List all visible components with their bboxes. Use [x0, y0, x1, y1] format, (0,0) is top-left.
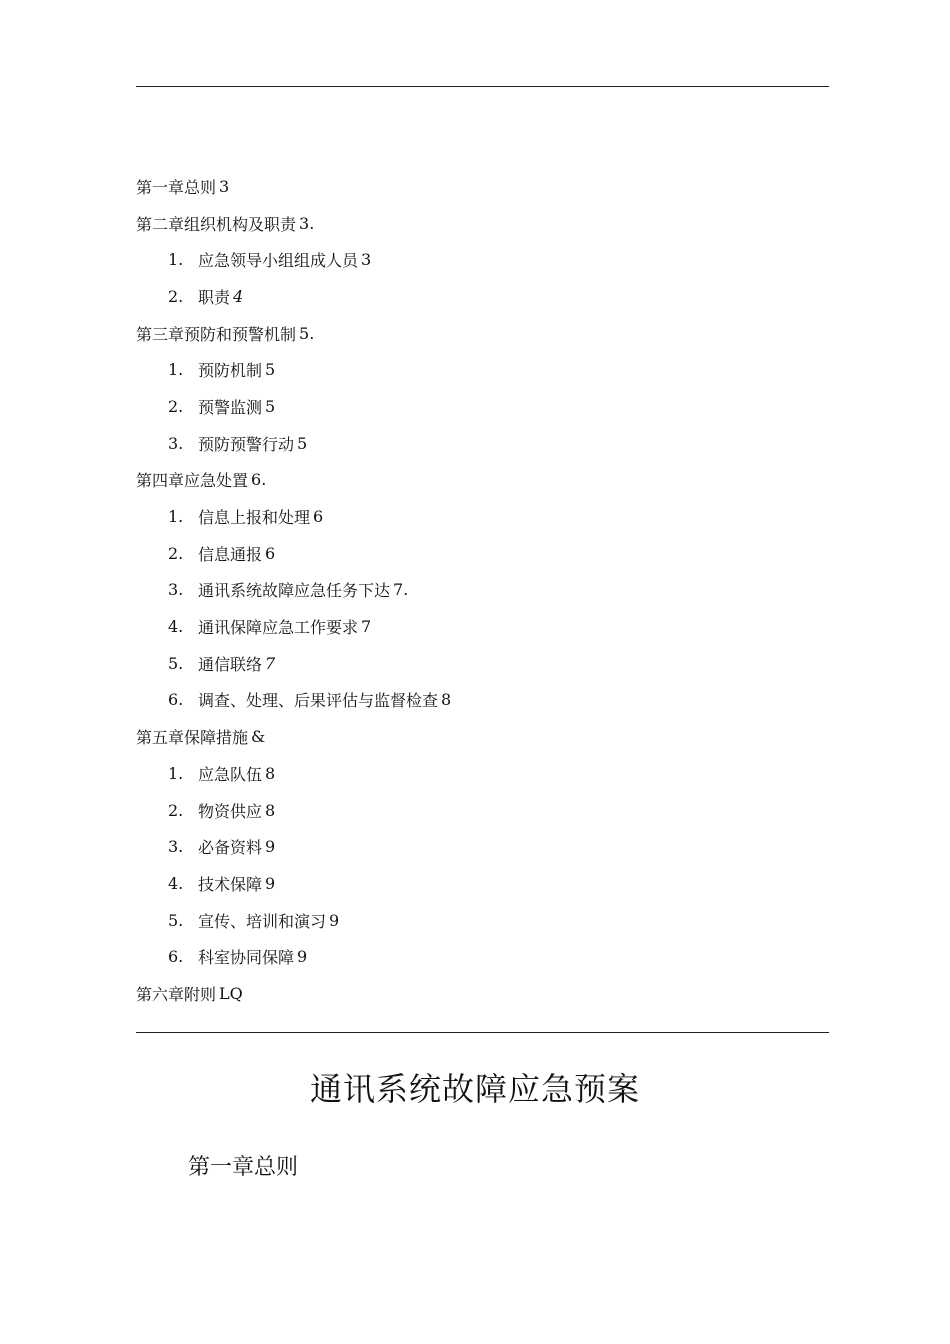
- toc-section-entry[interactable]: [136, 902, 829, 939]
- toc-page-number: 6: [265, 543, 276, 563]
- toc-page-number: 6.: [251, 470, 267, 490]
- toc-entry-title: 预防机制: [198, 361, 263, 381]
- toc-page-number: 5.: [299, 323, 315, 343]
- toc-entry-title: 预警监测: [198, 397, 263, 417]
- toc-entry-number: 2.: [168, 396, 184, 416]
- toc-page-number: 8: [265, 800, 276, 820]
- toc-page-number: 3: [219, 176, 230, 196]
- toc-section-entry[interactable]: [136, 241, 829, 278]
- toc-entry-title: 信息通报: [198, 544, 263, 564]
- toc-page-number: 5: [265, 396, 276, 416]
- toc-chapter-entry[interactable]: [136, 975, 829, 1012]
- toc-chapter-entry[interactable]: [136, 718, 829, 755]
- toc-chapter-entry[interactable]: [136, 315, 829, 352]
- toc-entry-number: 3.: [168, 837, 184, 857]
- toc-page-number: 5: [265, 360, 276, 380]
- toc-page-number: 9: [265, 873, 276, 893]
- toc-entry-number: 1.: [168, 507, 184, 527]
- toc-section-entry[interactable]: [136, 938, 829, 975]
- toc-page-number: 9: [265, 837, 276, 857]
- toc-entry-title: 通信联络: [198, 654, 263, 674]
- toc-page-number: 9: [297, 947, 308, 967]
- toc-section-entry[interactable]: [136, 535, 829, 572]
- toc-chapter-entry[interactable]: [136, 462, 829, 499]
- toc-entry-number: 2.: [168, 543, 184, 563]
- toc-entry-number: 3.: [168, 433, 184, 453]
- toc-page-number: 3.: [299, 213, 315, 233]
- toc-entry-number: 2.: [168, 800, 184, 820]
- toc-entry-title: 预防预警行动: [198, 434, 295, 454]
- toc-entry-title: 物资供应: [198, 801, 263, 821]
- toc-entry-title: 第五章保障措施: [136, 728, 249, 748]
- toc-entry-title: 信息上报和处理: [198, 508, 311, 528]
- toc-page-number: LQ: [219, 983, 243, 1003]
- toc-section-entry[interactable]: [136, 572, 829, 609]
- toc-page-number: 8: [265, 763, 276, 783]
- toc-entry-number: 6.: [168, 690, 184, 710]
- toc-entry-title: 第六章附则: [136, 984, 217, 1004]
- toc-section-entry[interactable]: [136, 682, 829, 719]
- toc-section-entry[interactable]: [136, 278, 829, 315]
- toc-page-number: 5: [297, 433, 308, 453]
- toc-page-number: 4: [233, 286, 244, 306]
- toc-entry-number: 1.: [168, 763, 184, 783]
- table-of-contents: [136, 168, 829, 1012]
- toc-entry-title: 通讯系统故障应急任务下达: [198, 581, 391, 601]
- toc-entry-title: 应急队伍: [198, 764, 263, 784]
- toc-page-number: 3: [361, 250, 372, 270]
- toc-entry-number: 1.: [168, 360, 184, 380]
- toc-section-entry[interactable]: [136, 645, 829, 682]
- toc-entry-number: 5.: [168, 910, 184, 930]
- toc-entry-title: 应急领导小组组成人员: [198, 251, 359, 271]
- header-rule: [136, 86, 829, 87]
- toc-entry-title: 必备资料: [198, 838, 263, 858]
- toc-chapter-entry[interactable]: [136, 168, 829, 205]
- toc-entry-number: 1.: [168, 250, 184, 270]
- toc-section-entry[interactable]: [136, 755, 829, 792]
- toc-entry-number: 4.: [168, 873, 184, 893]
- toc-page-number: 8: [441, 690, 452, 710]
- toc-page-number: 7: [361, 617, 372, 637]
- toc-entry-number: 4.: [168, 617, 184, 637]
- toc-section-entry[interactable]: [136, 608, 829, 645]
- toc-entry-number: 6.: [168, 947, 184, 967]
- chapter-heading: 第一章总则: [188, 1155, 299, 1180]
- toc-entry-title: 第四章应急处置: [136, 471, 249, 491]
- toc-section-entry[interactable]: [136, 498, 829, 535]
- toc-section-entry[interactable]: [136, 865, 829, 902]
- toc-entry-number: 5.: [168, 653, 184, 673]
- section-divider: [136, 1032, 829, 1033]
- toc-page-number: 9: [329, 910, 340, 930]
- toc-page-number: &: [251, 727, 266, 747]
- document-title: 通讯系统故障应急预案: [309, 1070, 640, 1108]
- toc-entry-title: 职责: [198, 287, 231, 307]
- toc-entry-title: 第三章预防和预警机制: [136, 324, 297, 344]
- toc-entry-title: 宣传、培训和演习: [198, 911, 327, 931]
- toc-page-number: 7: [265, 653, 276, 673]
- toc-entry-number: 3.: [168, 580, 184, 600]
- toc-section-entry[interactable]: [136, 425, 829, 462]
- toc-section-entry[interactable]: [136, 828, 829, 865]
- toc-entry-title: 技术保障: [198, 874, 263, 894]
- toc-section-entry[interactable]: [136, 351, 829, 388]
- toc-page-number: 7.: [393, 580, 409, 600]
- toc-entry-title: 调查、处理、后果评估与监督检查: [198, 691, 439, 711]
- toc-page-number: 6: [313, 507, 324, 527]
- toc-entry-title: 第二章组织机构及职责: [136, 214, 297, 234]
- toc-entry-number: 2.: [168, 286, 184, 306]
- toc-section-entry[interactable]: [136, 388, 829, 425]
- toc-entry-title: 第一章总则: [136, 177, 217, 197]
- toc-section-entry[interactable]: [136, 792, 829, 829]
- toc-entry-title: 科室协同保障: [198, 948, 295, 968]
- toc-entry-title: 通讯保障应急工作要求: [198, 618, 359, 638]
- toc-chapter-entry[interactable]: [136, 205, 829, 242]
